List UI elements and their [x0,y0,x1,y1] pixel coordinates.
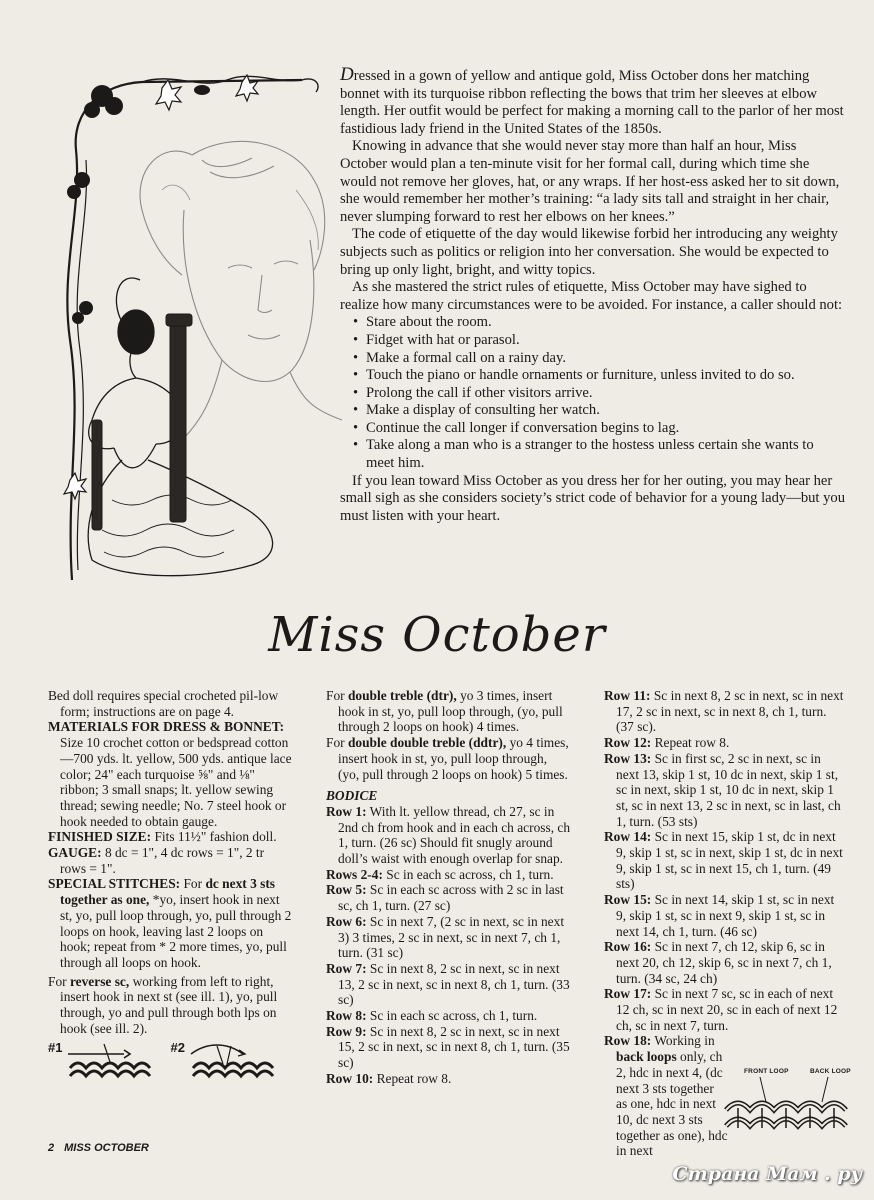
reverse-sc-diagram-1 [64,1040,156,1084]
art-nouveau-corner-ornament [67,76,318,580]
page-title: Miss October [268,607,606,663]
pattern-row: Row 9: Sc in next 8, 2 sc in next, sc in next 15, 2 sc in next, sc in next 8, ch 1, turn. (35 sc) [326,1023,570,1071]
pattern-row: Row 13: Sc in first sc, 2 sc in next, sc in next 13, skip 1 st, 10 dc in next, skip 1 st, sc in next, skip 1 st, 10 dc in next, skip 1 st, sc in next 13, 2 sc in next, sc in last, ch 1, turn. (53 sts) [604,750,841,829]
special-stitches-entry: SPECIAL STITCHES: For dc next 3 sts together as one, *yo, insert hook in next st, yo, pull loop through, yo, pull through 2 loops on hook, leaving last 2 loops on hook; repeat from * 2 more times, yo, pull through all loops on hook. [48,876,292,970]
list-item: • Stare about the room. [366,314,845,332]
pattern-row: Row 1: With lt. yellow thread, ch 27, sc in 2nd ch from hook and in each ch across, ch 1, turn. (26 sc) Should fit snugly around doll’s waist with enough overlap for snap. [326,803,571,867]
story-paragraph: Knowing in advance that she would never stay more than half an hour, Miss October would plan a ten-minute visit for her formal call, during which time she would not remove her gloves, hat, or any wraps. If her host-ess asked her to sit down, she would remember her mother’s training: “a lady sits tall and straight in her chair, never slumping forward to rest her elbows on her knees.” [340,138,840,225]
etiquette-list [340,314,845,472]
site-watermark: Страна Мам . ру [672,1163,862,1185]
section-name: MISS OCTOBER [64,1142,149,1154]
loops-diagram [722,1068,852,1144]
stitch-illustrations [48,1040,292,1084]
list-item: • Make a display of consulting her watch. [366,402,845,420]
story-paragraph: As she mastered the strict rules of etiquette, Miss October may have sighed to realize how many circumstances were to be avoided. For instance, a caller should not: [340,279,843,313]
pattern-row: Row 6: Sc in next 7, (2 sc in next, sc in next 3) 3 times, 2 sc in next, sc in next 7, ch 1, turn. (31 sc) [326,913,565,961]
pattern-row: Row 15: Sc in next 14, skip 1 st, sc in next 9, skip 1 st, sc in next 9, skip 1 st, sc in next 14, ch 1, turn. (46 sc) [604,892,835,939]
ornament-flowers [67,85,210,324]
gauge-entry: GAUGE: 8 dc = 1", 4 dc rows = 1", 2 tr rows = 1". [48,845,265,876]
page-footer [48,1142,159,1154]
instructions-column-1 [48,688,292,1084]
pattern-row: Row 11: Sc in next 8, 2 sc in next, sc in next 17, 2 sc in next, sc in next 8, ch 1, turn. (37 sc). [604,688,844,735]
dtr-entry: For double treble (dtr), yo 3 times, insert hook in st, yo, pull loop through, (yo, pull through 2 loops on hook) 4 times. [326,688,563,735]
illustration-2-label: #2 [170,1040,185,1056]
pattern-row: Row 5: Sc in each sc across with 2 sc in last sc, ch 1, turn. (27 sc) [326,882,564,914]
victorian-lady-illustration [52,60,352,600]
story-paragraph: If you lean toward Miss October as you dress her for her outing, you may hear her small sigh as she considers society’s strict code of behavior for a young lady—but you must listen with your heart. [340,472,846,524]
page-number: 2 [48,1142,55,1154]
pattern-row: Row 8: Sc in each sc across, ch 1, turn. [326,1008,538,1024]
front-loop-label: FRONT LOOP [744,1068,789,1075]
back-loop-label: BACK LOOP [810,1068,851,1075]
list-item: • Prolong the call if other visitors arrive. [366,385,845,403]
pattern-row: Row 12: Repeat row 8. [604,735,730,751]
reverse-sc-entry: For reverse sc, working from left to right, insert hook in next st (see ill. 1), yo, pull through, yo and pull through both lps on hook (see ill. 2). [48,973,278,1036]
pattern-row: Row 10: Repeat row 8. [326,1070,452,1086]
pattern-row: Rows 2-4: Sc in each sc across, ch 1, turn. [326,866,554,882]
intro-text: Bed doll requires special crocheted pil-low form; instructions are on page 4. [48,688,279,719]
materials-entry: MATERIALS FOR DRESS & BONNET: Size 10 crochet cotton or bedspread cotton—700 yds. lt. yellow, 500 yds. antique lace color; 24" each turquoise ⅝" and ⅛" ribbon; 3 small snaps; lt. yellow sewing thread; sewing needle; No. 7 steel hook or hook needed to obtain gauge. [48,719,292,829]
section-heading-bodice: BODICE [326,788,378,804]
pattern-row: Row 14: Sc in next 15, skip 1 st, dc in next 9, skip 1 st, sc in next, skip 1 st, dc in next 9, skip 1 st, sc in next 15, ch 1, turn. (49 sts) [604,829,843,892]
pattern-row: Row 17: Sc in next 7 sc, sc in each of next 12 ch, sc in next 20, sc in each of next 12 ch, sc in next 7, turn. [604,986,838,1033]
pattern-row: Row 7: Sc in next 8, 2 sc in next, sc in next 13, 2 sc in next, sc in next 8, ch 1, turn. (33 sc) [326,960,570,1008]
drop-cap: D [340,64,354,85]
list-item: • Fidget with hat or parasol. [366,332,845,350]
story-paragraph: The code of etiquette of the day would likewise forbid her introducing any weighty subjects such as politics or religion into her conversation. She would be expected to bring up only light, bright, and witty topics. [340,226,838,278]
list-item: • Continue the call longer if conversation begins to lag. [366,420,845,438]
instructions-column-2 [326,688,571,1087]
list-item: • Make a formal call on a rainy day. [366,350,845,368]
list-item: • Touch the piano or handle ornaments or furniture, unless invited to do so. [366,367,845,385]
reverse-sc-diagram-2 [187,1040,279,1084]
illustration-2 [170,1040,278,1084]
pattern-row: Row 18: Working in back loops only, ch 2, hdc in next 4, (dc next 3 sts together as one, hdc in next 10, dc next 3 sts together as one), hdc in next [604,1033,728,1159]
finished-size-entry: FINISHED SIZE: Fits 11½" fashion doll. [48,829,277,845]
illustration-1-label: #1 [48,1040,63,1056]
pattern-row: Row 16: Sc in next 7, ch 12, skip 6, sc in next 20, ch 12, skip 6, sc in next 7, ch 1, turn. (34 sc, 24 ch) [604,939,832,986]
list-item: • Take along a man who is a stranger to the hostess unless certain she wants to meet him. [366,437,845,472]
story-paragraph: Dressed in a gown of yellow and antique gold, Miss October dons her matching bonnet with its turquoise ribbon reflecting the bows that trim her sleeves at elbow length. Her outfit would be perfect for making a morning call to the parlor of her most fastidious lady friend in the United States of the 1850s. [340,64,844,137]
illustration-1 [48,1040,156,1084]
story-text [340,66,845,525]
ddtr-entry: For double double treble (ddtr), yo 4 times, insert hook in st, yo, pull loop through, (yo, pull through 2 loops on hook) 5 times. [326,735,569,782]
loops-drawing [722,1068,852,1144]
